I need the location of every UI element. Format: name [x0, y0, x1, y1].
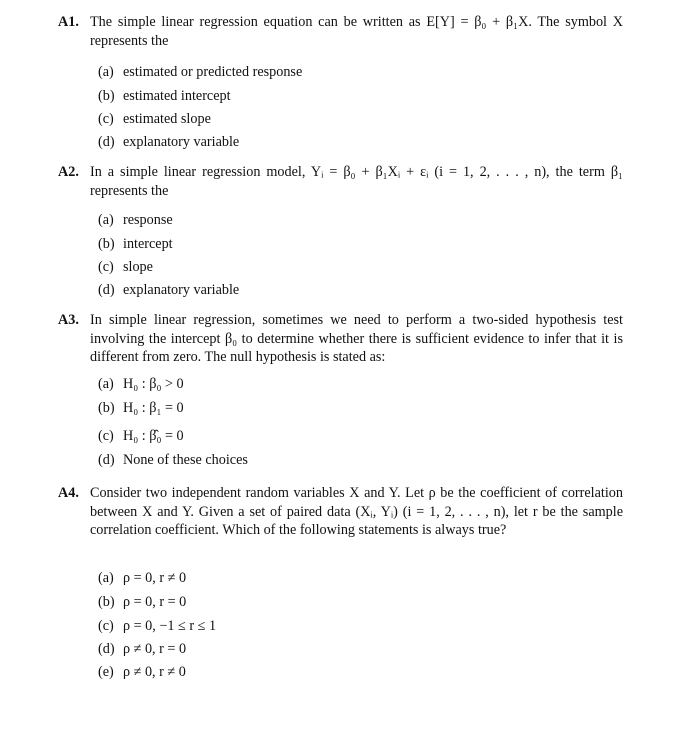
question-stem — [58, 311, 623, 367]
option-text: H₀ : β₀ > 0 — [123, 376, 184, 392]
option-b[interactable] — [98, 87, 231, 105]
option-text: estimated slope — [123, 111, 211, 127]
option-text: H₀ : β̂₀ = 0 — [123, 428, 184, 444]
option-text: ρ ≠ 0, r = 0 — [123, 641, 187, 657]
option-label: (d) — [98, 134, 115, 150]
option-c[interactable] — [98, 427, 184, 445]
option-d[interactable] — [98, 451, 248, 469]
question-label: A4. — [58, 485, 79, 501]
question-label: A2. — [58, 164, 79, 180]
option-a[interactable] — [98, 63, 302, 81]
option-label: (a) — [98, 376, 114, 392]
question-text: In a simple linear regression model, Yᵢ = β₀ + β₁Xᵢ + εᵢ (i = 1, 2, . . . , n), the term β₁ represents the — [90, 164, 623, 199]
option-label: (b) — [98, 594, 115, 610]
option-label: (d) — [98, 452, 115, 468]
option-text: response — [123, 212, 173, 228]
option-label: (d) — [98, 282, 115, 298]
option-label: (e) — [98, 664, 114, 680]
option-text: estimated or predicted response — [123, 64, 303, 80]
option-text: None of these choices — [123, 452, 248, 468]
option-label: (b) — [98, 235, 115, 252]
option-text: ρ = 0, r = 0 — [123, 594, 187, 610]
option-b[interactable] — [98, 235, 173, 253]
option-text: ρ = 0, r ≠ 0 — [123, 570, 187, 586]
option-label: (d) — [98, 641, 115, 657]
option-label: (c) — [98, 259, 114, 275]
question-label: A3. — [58, 312, 79, 328]
question-text: Consider two independent random variables X and Y. Let ρ be the coefficient of correlation between X and Y. Given a set of paired data (Xᵢ, Yᵢ) (i = 1, 2, . . . , n), let r be the sample correlation coefficient. Which of the following statements is always true? — [90, 485, 623, 538]
question-label: A1. — [58, 14, 79, 30]
option-e[interactable] — [98, 663, 186, 681]
option-text: H₀ : β₁ = 0 — [123, 400, 184, 416]
option-text: explanatory variable — [123, 282, 240, 298]
question-stem — [58, 484, 623, 540]
question-4 — [58, 484, 623, 680]
option-c[interactable] — [98, 110, 211, 128]
option-label: (b) — [98, 87, 115, 104]
question-stem — [58, 13, 623, 50]
question-text: In simple linear regression, sometimes we need to perform a two-sided hypothesis test involving the intercept β₀ to determine whether there is sufficient evidence to infer that it is different from zero. The null hypothesis is stated as: — [90, 312, 623, 365]
option-c[interactable] — [98, 258, 153, 276]
option-text: ρ = 0, −1 ≤ r ≤ 1 — [123, 618, 217, 634]
question-1 — [58, 13, 623, 150]
option-text: estimated intercept — [123, 87, 231, 104]
option-label: (c) — [98, 111, 114, 127]
option-label: (a) — [98, 64, 114, 80]
option-text: intercept — [123, 235, 173, 252]
option-d[interactable] — [98, 133, 239, 151]
option-label: (c) — [98, 618, 114, 634]
option-text: explanatory variable — [123, 134, 240, 150]
option-label: (c) — [98, 428, 114, 444]
option-b[interactable] — [98, 593, 186, 611]
question-2 — [58, 163, 623, 298]
question-3 — [58, 311, 623, 468]
question-text: The simple linear regression equation can be written as E[Y] = β₀ + β₁X. The symbol X represents the — [90, 14, 623, 49]
option-text: slope — [123, 259, 153, 275]
option-a[interactable] — [98, 569, 186, 587]
option-label: (a) — [98, 570, 114, 586]
option-c[interactable] — [98, 617, 216, 635]
question-stem — [58, 163, 623, 200]
option-d[interactable] — [98, 281, 239, 299]
option-text: ρ ≠ 0, r ≠ 0 — [123, 664, 186, 680]
option-label: (a) — [98, 212, 114, 228]
option-d[interactable] — [98, 640, 186, 658]
option-label: (b) — [98, 400, 115, 416]
option-b[interactable] — [98, 399, 184, 417]
option-a[interactable] — [98, 211, 173, 229]
option-a[interactable] — [98, 375, 184, 393]
